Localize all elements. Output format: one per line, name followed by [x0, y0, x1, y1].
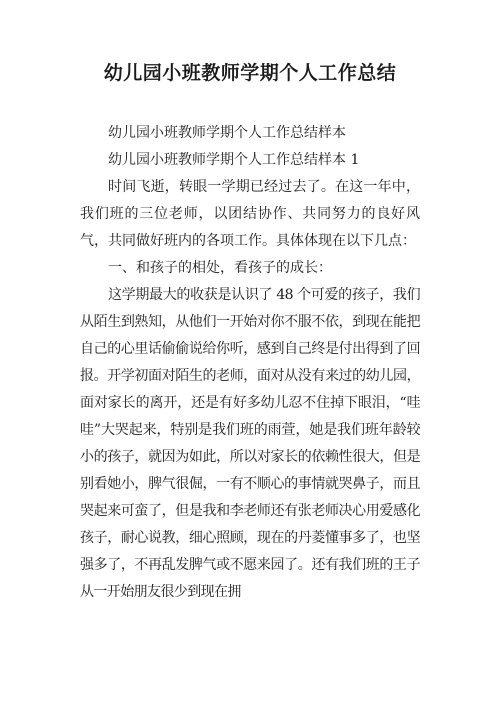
paragraph-intro: 时间飞逝，转眼一学期已经过去了。在这一年中，我们班的三位老师，以团结协作、共同努力的良好风气，共同做好班内的各项工作。具体体现在以下几点：: [80, 179, 420, 249]
paragraph-section-1-body: 这学期最大的收获是认识了 48 个可爱的孩子，我们从陌生到熟知，从他们一开始对你不服不依，到现在能把自己的心里话偷偷说给你听，感到自己终是付出得到了回报。开学初面对陌生的老师，面对从没有来过的幼儿园，面对家长的离开，还是有好多幼儿忍不住掉下眼泪，“哇哇”大哭起来，特别是我们班的雨萱，她是我们班年龄较小的孩子，就因为如此，所以对家长的依赖性很大，但是别看她小，脾气很倔，一有不顺心的事情就哭鼻子，而且哭起来可蛮了，但是我和李老师还有张老师决心用爱感化孩子，耐心说教，细心照顾，现在的丹菱懂事多了，也坚强多了，不再乱发脾气或不愿来园了。还有我们班的王子从一开始朋友很少到现在拥: [80, 287, 420, 600]
document-title: 幼儿园小班教师学期个人工作总结: [103, 62, 397, 84]
document-body: [80, 120, 420, 606]
paragraph-section-1-heading: 一、和孩子的相处，看孩子的成长：: [108, 260, 332, 276]
paragraph-sample-1-heading: 幼儿园小班教师学期个人工作总结样本 1: [108, 152, 360, 168]
paragraph-sample-heading: 幼儿园小班教师学期个人工作总结样本: [108, 125, 346, 141]
